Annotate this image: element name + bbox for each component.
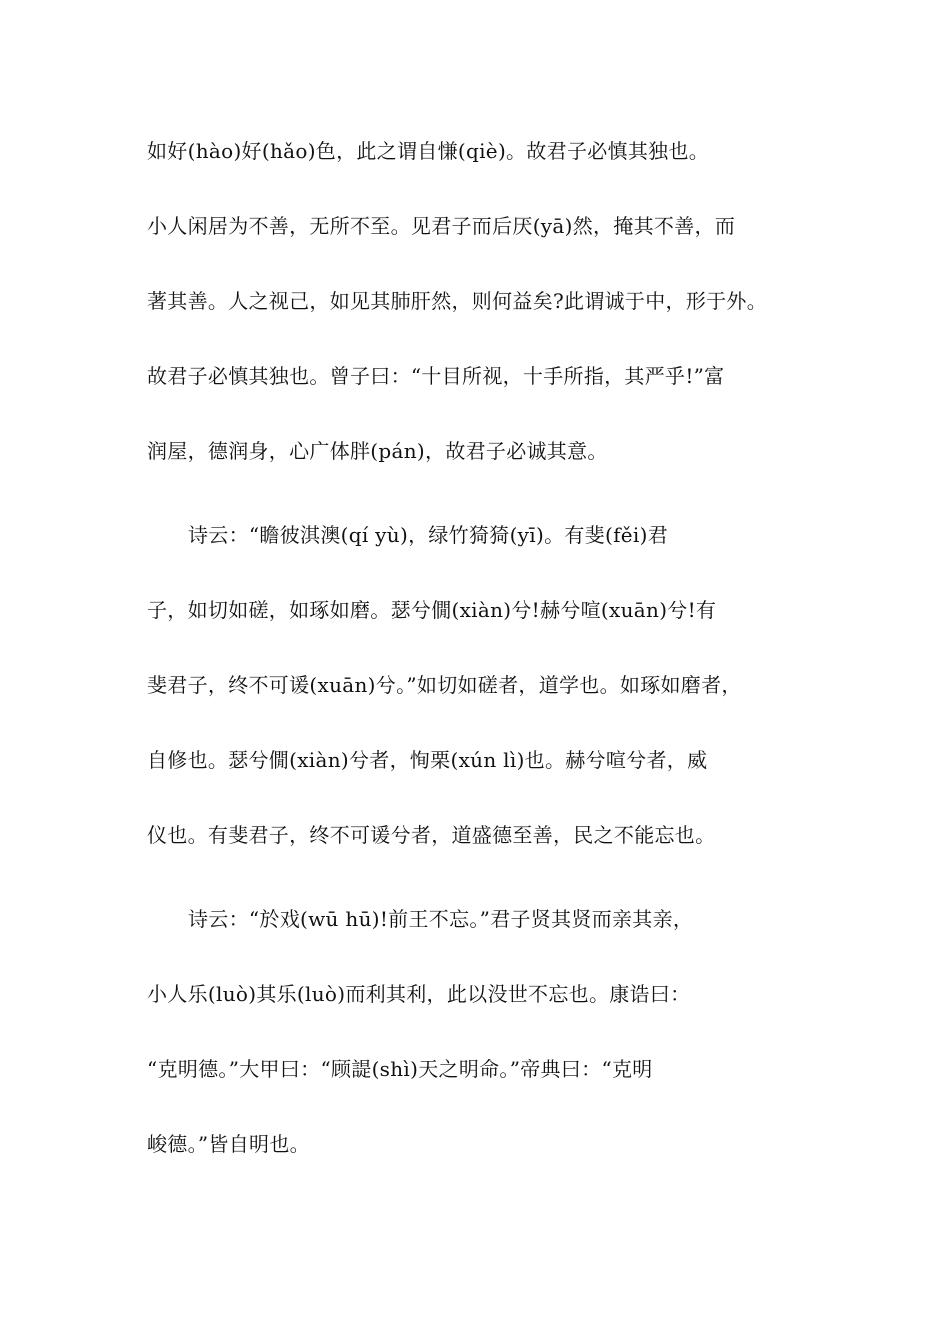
text-line: 润屋，德润身，心广体胖(pán)，故君子必诚其意。 bbox=[147, 439, 608, 463]
text-line: 如好(hào)好(hǎo)色，此之谓自慊(qiè)。故君子必慎其独也。 bbox=[147, 139, 710, 163]
text-line: 斐君子，终不可谖(xuān)兮。”如切如磋者，道学也。如琢如磨者， bbox=[147, 673, 742, 697]
text-line: 峻德。”皆自明也。 bbox=[147, 1132, 310, 1156]
paragraph-start-line: 诗云：“於戏(wū hū)!前王不忘。”君子贤其贤而亲其亲， bbox=[188, 907, 694, 931]
paragraph-start-line: 诗云：“瞻彼淇澳(qí yù)，绿竹猗猗(yī)。有斐(fěi)君 bbox=[188, 523, 669, 547]
text-line: 子，如切如磋，如琢如磨。瑟兮僩(xiàn)兮!赫兮喧(xuān)兮!有 bbox=[147, 598, 717, 622]
text-line: “克明德。”大甲曰：“顾諟(shì)天之明命。”帝典曰：“克明 bbox=[147, 1057, 653, 1081]
text-line: 故君子必慎其独也。曾子曰：“十目所视，十手所指，其严乎!”富 bbox=[147, 364, 725, 388]
text-line: 自修也。瑟兮僩(xiàn)兮者，恂栗(xún lì)也。赫兮喧兮者，威 bbox=[147, 748, 708, 772]
text-line: 仪也。有斐君子，终不可谖兮者，道盛德至善，民之不能忘也。 bbox=[147, 823, 716, 847]
text-line: 小人乐(luò)其乐(luò)而利其利，此以没世不忘也。康诰曰： bbox=[147, 982, 691, 1006]
text-line: 著其善。人之视己，如见其肺肝然，则何益矣?此谓诚于中，形于外。 bbox=[147, 289, 768, 313]
text-line: 小人闲居为不善，无所不至。见君子而后厌(yā)然，掩其不善，而 bbox=[147, 214, 736, 238]
